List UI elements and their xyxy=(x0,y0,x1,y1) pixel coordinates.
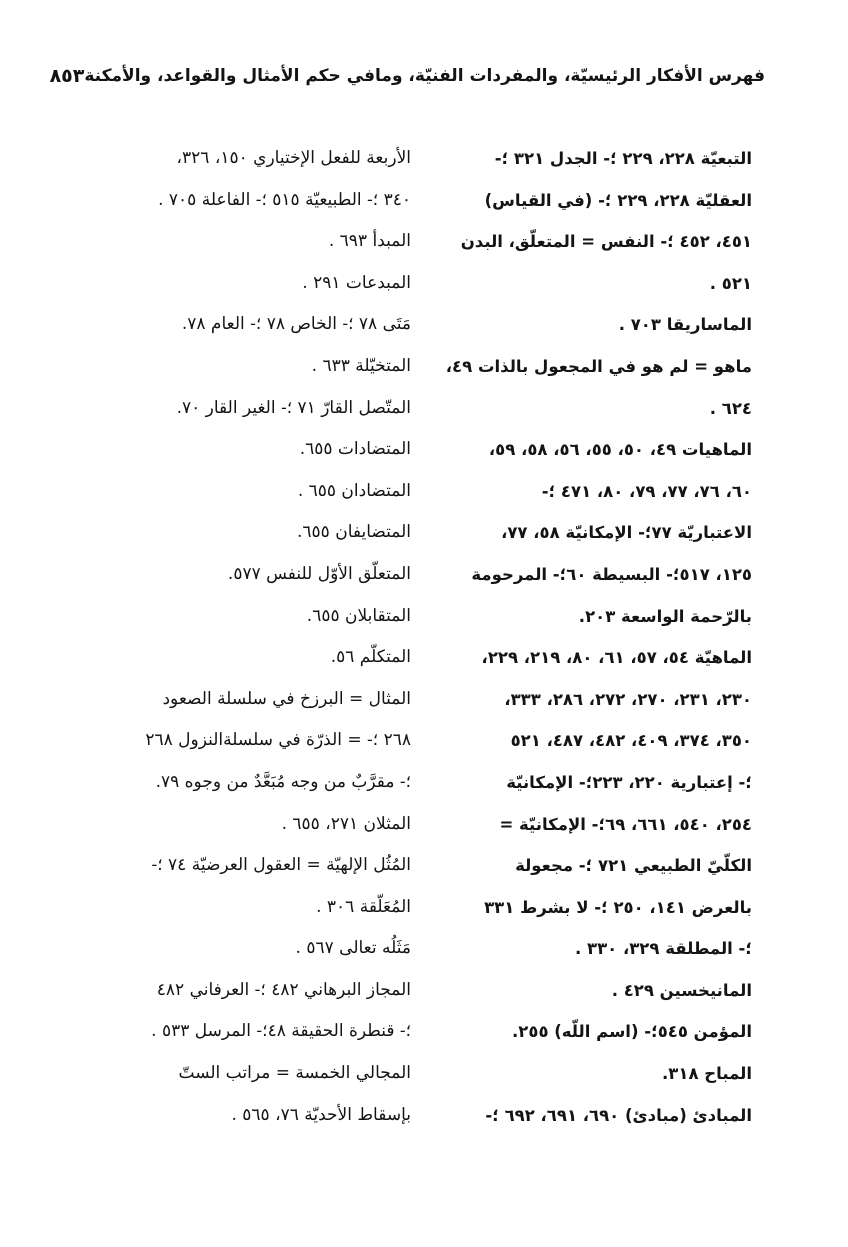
index-line: المتخيّلة ٦٣٣ . xyxy=(311,355,411,376)
index-line: ٢٦٨ ؛- = الذرّة في سلسلةالنزول ٢٦٨ xyxy=(145,730,411,751)
index-line: ١٢٥، ٥١٧؛- البسيطة ٦٠؛- المرحومة xyxy=(471,564,752,584)
index-column-right xyxy=(437,138,752,1136)
index-line: ؛- قنطرة الحقيقة ٤٨؛- المرسل ٥٣٣ . xyxy=(151,1021,411,1042)
index-line: المتعلّق الأوّل للنفس ٥٧٧. xyxy=(227,563,411,584)
index-line: المتكلّم ٥٦. xyxy=(330,647,411,668)
index-line: المبدأ ٦٩٣ . xyxy=(328,231,411,252)
running-title: فهرس الأفكار الرئيسيّة، والمفردات الفنيّة، ومافي حكم الأمثال والقواعد، والأمكنة xyxy=(84,66,765,86)
index-line: ٦٠، ٧٦، ٧٧، ٧٩، ٨٠، ٤٧١ ؛- xyxy=(541,481,752,501)
index-line: المتضايفان ٦٥٥. xyxy=(297,522,411,543)
index-line: ٣٥٠، ٣٧٤، ٤٠٩، ٤٨٢، ٤٨٧، ٥٢١ xyxy=(510,731,752,751)
index-line: الاعتباريّة ٧٧؛- الإمكانيّة ٥٨، ٧٧، xyxy=(501,523,752,543)
index-line: الماساريقا ٧٠٣ . xyxy=(618,315,752,335)
index-line: الماهيّة ٥٤، ٥٧، ٦١، ٨٠، ٢١٩، ٢٢٩، xyxy=(481,648,752,668)
index-line: المتقابلان ٦٥٥. xyxy=(306,605,411,626)
index-line: بالعرض ١٤١، ٢٥٠ ؛- لا بشرط ٣٣١ xyxy=(484,897,752,917)
index-line: ٢٥٤، ٥٤٠، ٦٦١، ٦٩؛- الإمكانيّة = xyxy=(499,814,752,834)
index-line: ؛- المطلقة ٣٢٩، ٣٣٠ . xyxy=(574,939,752,959)
index-line: ؛- إعتبارية ٢٢٠، ٢٢٣؛- الإمكانيّة xyxy=(506,772,752,792)
index-line: الكلّيّ الطبيعي ٧٢١ ؛- مجعولة xyxy=(515,856,752,876)
index-line: ؛- مقرَّبٌ من وجه مُبَعَّدٌ من وجوه ٧٩. xyxy=(155,771,411,792)
index-line: المتّصل القارّ ٧١ ؛- الغير القار ٧٠. xyxy=(176,397,411,418)
page-header xyxy=(49,58,765,94)
index-line: المجاز البرهاني ٤٨٢ ؛- العرفاني ٤٨٢ xyxy=(156,979,411,1000)
index-line: المتضادان ٦٥٥ . xyxy=(297,480,411,501)
index-line: ماهو = لم هو في المجعول بالذات ٤٩، xyxy=(445,356,752,376)
index-line: ٦٢٤ . xyxy=(709,398,752,418)
index-line: بالرّحمة الواسعة ٢٠٣. xyxy=(578,606,752,626)
index-line: التبعيّة ٢٢٨، ٢٢٩ ؛- الجدل ٣٢١ ؛- xyxy=(494,149,752,168)
index-line: المؤمن ٥٤٥؛- (اسم اللّه) ٢٥٥. xyxy=(512,1022,752,1042)
index-column-left xyxy=(104,138,411,1136)
index-line: ٢٣٠، ٢٣١، ٢٧٠، ٢٧٢، ٢٨٦، ٣٣٣، xyxy=(504,689,752,709)
index-line: المُثُل الإلهيّة = العقول العرضيّة ٧٤ ؛- xyxy=(151,855,411,876)
index-line: المبدعات ٢٩١ . xyxy=(302,272,411,293)
index-line: مَتَى ٧٨ ؛- الخاص ٧٨ ؛- العام ٧٨. xyxy=(181,314,411,335)
index-line: المتضادات ٦٥٥. xyxy=(299,439,411,460)
index-line: المانيخسين ٤٢٩ . xyxy=(611,980,752,1000)
index-line: المباح ٣١٨. xyxy=(662,1064,752,1084)
index-line: العقليّة ٢٢٨، ٢٢٩ ؛- (في القياس) xyxy=(484,190,752,210)
index-line: المجالي الخمسة = مراتب الستّ xyxy=(178,1063,411,1084)
index-line: المبادئ (مبادئ) ٦٩٠، ٦٩١، ٦٩٢ ؛- xyxy=(485,1105,752,1125)
index-line: الأربعة للفعل الإختياري ١٥٠، ٣٢٦، xyxy=(176,148,411,168)
index-line: الماهيات ٤٩، ٥٠، ٥٥، ٥٦، ٥٨، ٥٩، xyxy=(488,440,752,460)
index-line: ٥٢١ . xyxy=(709,273,752,293)
index-line: المثال = البرزخ في سلسلة الصعود xyxy=(162,688,411,709)
index-line: المثلان ٢٧١، ٦٥٥ . xyxy=(281,813,411,834)
index-line: مَثَلُه تعالى ٥٦٧ . xyxy=(295,938,411,959)
page-number: ٨٥٣ xyxy=(49,65,85,87)
index-line: ٤٥١، ٤٥٢ ؛- النفس = المتعلّق، البدن xyxy=(460,232,752,252)
index-line: بإسقاط الأحديّة ٧٦، ٥٦٥ . xyxy=(231,1104,411,1125)
index-line: المُعَلّقة ٣٠٦ . xyxy=(316,896,411,917)
index-line: ٣٤٠ ؛- الطبيعيّة ٥١٥ ؛- الفاعلة ٧٠٥ . xyxy=(158,189,411,210)
